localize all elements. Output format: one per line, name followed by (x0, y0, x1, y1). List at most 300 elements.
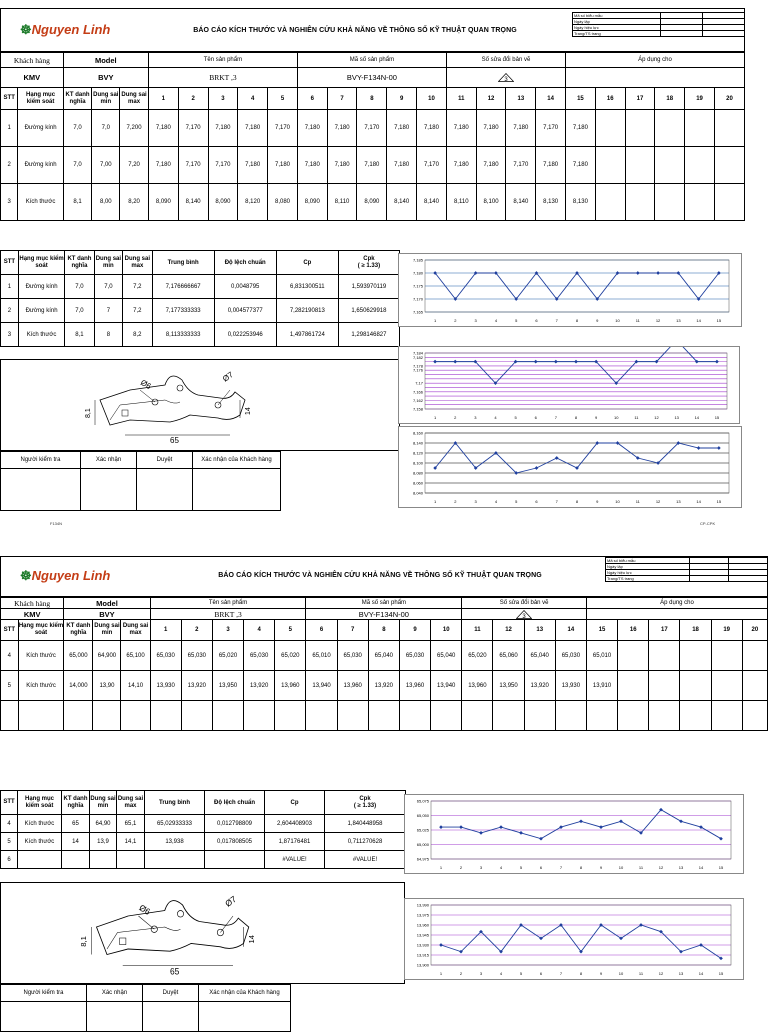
model-label: Model (64, 598, 150, 609)
sample-cell[interactable]: 65,010 (586, 641, 617, 671)
control-chart-1 (398, 253, 742, 327)
sample-number-header: 16 (595, 88, 625, 110)
sample-cell[interactable]: 13,960 (462, 671, 493, 701)
sample-cell[interactable]: 7,180 (148, 110, 178, 147)
stat-cp: #VALUE! (265, 851, 325, 869)
stat-nominal: 7,0 (65, 275, 94, 299)
x-tick-label: 12 (654, 415, 659, 420)
sample-cell[interactable]: 7,180 (387, 147, 417, 184)
data-point (697, 446, 701, 450)
cell-max: 7,200 (120, 110, 149, 147)
sample-cell[interactable]: 13,960 (399, 671, 430, 701)
stat-mean: 7,176666667 (152, 275, 214, 299)
sample-cell[interactable]: 8,120 (238, 184, 268, 221)
y-tick-label: 7,170 (412, 296, 423, 302)
sample-cell[interactable] (711, 671, 742, 701)
x-tick-label: 7 (555, 318, 558, 323)
stat-max: 14,1 (117, 833, 145, 851)
stats-row (1, 299, 400, 323)
measurement-row (1, 671, 768, 701)
sample-cell[interactable]: 65,020 (275, 641, 306, 671)
sample-cell[interactable]: 8,140 (417, 184, 447, 221)
sample-cell[interactable] (595, 110, 625, 147)
sample-cell[interactable]: 13,920 (368, 671, 399, 701)
stat-mean: 13,938 (145, 833, 205, 851)
sample-cell[interactable]: 7,180 (536, 147, 566, 184)
meta-page: Trang/TS trang (573, 31, 661, 37)
sample-cell[interactable]: 7,180 (357, 147, 387, 184)
sample-cell[interactable] (625, 184, 655, 221)
stats-row (1, 851, 406, 869)
sample-cell[interactable]: 13,960 (337, 671, 368, 701)
x-tick-label: 11 (638, 971, 644, 976)
sample-cell[interactable]: 8,130 (536, 184, 566, 221)
series-line (441, 810, 721, 839)
sample-cell[interactable]: 7,180 (208, 110, 238, 147)
col-stt-header: STT (1, 791, 18, 815)
dimension-label: Ø6 (139, 377, 153, 392)
sample-cell[interactable]: 13,920 (524, 671, 555, 701)
sample-number-header: 16 (618, 620, 649, 641)
sample-cell[interactable]: 8,140 (506, 184, 536, 221)
customer-signature-cell[interactable] (199, 1002, 291, 1032)
sample-cell[interactable]: 13,950 (493, 671, 524, 701)
inspector-label: Người kiểm tra (1, 452, 81, 469)
sample-cell[interactable] (685, 184, 715, 221)
x-tick-label: 5 (519, 865, 523, 870)
x-tick-label: 9 (596, 318, 599, 323)
sample-cell[interactable]: 65,020 (462, 641, 493, 671)
cell-nominal: 14,000 (64, 671, 93, 701)
x-tick-label: 13 (678, 971, 684, 976)
empty-cell[interactable] (181, 701, 212, 731)
sample-cell[interactable]: 65,030 (337, 641, 368, 671)
sample-cell[interactable] (649, 641, 680, 671)
empty-cell[interactable] (150, 701, 181, 731)
sample-cell[interactable]: 7,170 (536, 110, 566, 147)
x-tick-label: 10 (615, 318, 620, 323)
y-tick-label: 7,184 (412, 350, 423, 356)
y-tick-label: 7,162 (412, 397, 423, 403)
x-tick-label: 7 (559, 971, 563, 976)
meta-form-code: Mã số biểu mẫu (606, 558, 690, 564)
cell-max: 7,20 (120, 147, 149, 184)
stat-stt: 3 (1, 323, 19, 347)
sample-cell[interactable]: 7,180 (506, 110, 536, 147)
sample-cell[interactable]: 7,180 (387, 110, 417, 147)
sample-number-header: 7 (337, 620, 368, 641)
empty-cell[interactable] (337, 701, 368, 731)
sample-number-header: 17 (649, 620, 680, 641)
statistics-table (0, 250, 400, 347)
empty-cell[interactable] (586, 701, 617, 731)
empty-cell[interactable] (649, 701, 680, 731)
inspector-signature-cell[interactable] (1, 1002, 87, 1032)
stat-nominal: 14 (62, 833, 90, 851)
stat-stt: 4 (1, 815, 18, 833)
empty-cell[interactable] (244, 701, 275, 731)
stat-max: 7,2 (123, 275, 152, 299)
sample-cell[interactable]: 7,170 (178, 147, 208, 184)
y-tick-label: 8,120 (412, 450, 423, 456)
cell-item: Kích thước (18, 671, 64, 701)
customer-value: KMV (1, 68, 64, 88)
empty-cell[interactable] (1, 701, 19, 731)
customer-confirm-label: Xác nhận của Khách hàng (199, 985, 291, 1002)
sample-cell[interactable]: 7,180 (238, 110, 268, 147)
y-tick-label: 7,166 (412, 389, 423, 395)
sample-cell[interactable]: 65,030 (181, 641, 212, 671)
col-max-header: Dung sai max (121, 620, 150, 641)
sample-cell[interactable]: 7,170 (506, 147, 536, 184)
sample-cell[interactable]: 7,180 (566, 110, 596, 147)
stat-std: 0,004577377 (214, 299, 276, 323)
sample-cell[interactable]: 7,180 (417, 110, 447, 147)
stat-item: Kích thước (18, 815, 62, 833)
stat-stt: 2 (1, 299, 19, 323)
cell-stt: 4 (1, 641, 19, 671)
x-tick-label: 5 (515, 499, 518, 504)
sample-number-header: 18 (655, 88, 685, 110)
meta-form-code: Mã số biểu mẫu (573, 13, 661, 19)
stat-item: Kích thước (18, 323, 64, 347)
sample-number-header: 11 (462, 620, 493, 641)
empty-cell[interactable] (18, 701, 64, 731)
sample-cell[interactable] (625, 147, 655, 184)
empty-cell[interactable] (306, 701, 337, 731)
sample-cell[interactable]: 8,090 (297, 184, 327, 221)
col-max-header: Dung sai max (123, 251, 152, 275)
x-tick-label: 8 (579, 865, 583, 870)
revision-label: Số sửa đổi bản vẽ (446, 53, 565, 68)
sample-cell[interactable]: 65,030 (555, 641, 586, 671)
stat-std: 0,022253946 (214, 323, 276, 347)
sample-number-header: 8 (368, 620, 399, 641)
sample-cell[interactable]: 8,090 (148, 184, 178, 221)
sample-number-header: 18 (680, 620, 711, 641)
data-point (559, 825, 563, 829)
sample-cell[interactable]: 13,940 (306, 671, 337, 701)
stat-mean (145, 851, 205, 869)
empty-cell[interactable] (742, 701, 767, 731)
model-value: BVY (64, 609, 150, 620)
sample-cell[interactable] (714, 110, 744, 147)
sample-number-header: 6 (297, 88, 327, 110)
stats-header-row (1, 791, 406, 815)
sample-cell[interactable]: 13,920 (244, 671, 275, 701)
empty-cell[interactable] (711, 701, 742, 731)
stat-cpk: #VALUE! (325, 851, 406, 869)
sample-cell[interactable]: 13,930 (150, 671, 181, 701)
x-tick-label: 1 (434, 318, 437, 323)
sample-cell[interactable]: 8,080 (268, 184, 298, 221)
empty-cell[interactable] (555, 701, 586, 731)
cell-max: 8,20 (120, 184, 149, 221)
measurement-table (0, 52, 745, 221)
x-tick-label: 14 (696, 318, 701, 323)
empty-cell[interactable] (431, 701, 462, 731)
sample-cell[interactable]: 7,170 (357, 110, 387, 147)
stat-min: 13,9 (90, 833, 117, 851)
sample-cell[interactable]: 7,170 (208, 147, 238, 184)
data-point (554, 360, 558, 364)
sample-number-header: 3 (208, 88, 238, 110)
sample-cell[interactable]: 7,180 (327, 110, 357, 147)
sample-number-header: 4 (238, 88, 268, 110)
col-max-header: Dung sai max (117, 791, 145, 815)
report-sheet-2 (0, 540, 768, 1024)
stat-mean: 65,02933333 (145, 815, 205, 833)
company-logo: ☸Nguyen Linh (20, 568, 111, 583)
sample-cell[interactable]: 7,180 (297, 110, 327, 147)
cp-header: Cp (265, 791, 325, 815)
data-point (433, 360, 437, 364)
stat-item: Kích thước (18, 833, 62, 851)
sample-cell[interactable]: 65,060 (493, 641, 524, 671)
stat-item: Đường kính (18, 275, 64, 299)
sample-cell[interactable]: 13,950 (212, 671, 243, 701)
sample-cell[interactable]: 8,140 (178, 184, 208, 221)
sample-cell[interactable] (655, 147, 685, 184)
x-tick-label: 3 (479, 971, 483, 976)
sample-cell[interactable]: 7,180 (566, 147, 596, 184)
stat-nominal (62, 851, 90, 869)
sample-cell[interactable] (655, 110, 685, 147)
product-code-value: BVY-F134N-00 (297, 68, 446, 88)
std-header: Độ lệch chuẩn (205, 791, 265, 815)
sample-cell[interactable]: 7,170 (178, 110, 208, 147)
cell-min: 7,0 (92, 110, 120, 147)
sample-cell[interactable]: 13,940 (431, 671, 462, 701)
product-code-label: Mã số sản phẩm (306, 598, 462, 609)
x-tick-label: 8 (574, 415, 578, 420)
sample-cell[interactable] (625, 110, 655, 147)
x-tick-label: 8 (575, 499, 579, 504)
dimension-label: 65 (170, 436, 179, 445)
cell-nominal: 65,000 (64, 641, 93, 671)
sample-cell[interactable] (711, 641, 742, 671)
form-meta-table (572, 12, 745, 37)
sample-cell[interactable] (595, 184, 625, 221)
statistics-table (0, 790, 406, 869)
stat-item: Đường kính (18, 299, 64, 323)
stat-min (90, 851, 117, 869)
data-point (719, 837, 723, 841)
report-title: BÁO CÁO KÍCH THƯỚC VÀ NGHIÊN CỨU KHẢ NĂNG VỀ THÔNG SỐ KỸ THUẬT QUAN TRỌNG (218, 572, 542, 579)
sample-cell[interactable]: 65,030 (244, 641, 275, 671)
sample-cell[interactable] (618, 671, 649, 701)
sample-cell[interactable] (618, 641, 649, 671)
sample-cell[interactable]: 7,180 (327, 147, 357, 184)
sample-cell[interactable]: 8,090 (208, 184, 238, 221)
x-tick-label: 10 (618, 865, 624, 870)
sample-number-header: 2 (181, 620, 212, 641)
x-tick-label: 3 (474, 499, 477, 504)
stat-std (205, 851, 265, 869)
meta-effective: Ngày hiệu lực (606, 570, 690, 576)
sample-cell[interactable]: 8,130 (566, 184, 596, 221)
data-point (656, 271, 660, 275)
data-point (679, 819, 683, 823)
sample-cell[interactable] (655, 184, 685, 221)
sample-cell[interactable]: 8,100 (476, 184, 506, 221)
sample-cell[interactable] (680, 671, 711, 701)
col-min-header: Dung sai min (92, 88, 120, 110)
sample-cell[interactable]: 8,090 (357, 184, 387, 221)
stat-nominal: 65 (62, 815, 90, 833)
sample-cell[interactable] (649, 671, 680, 701)
empty-cell[interactable] (462, 701, 493, 731)
measurement-row (1, 641, 768, 671)
sample-cell[interactable]: 65,030 (399, 641, 430, 671)
sample-number-header: 10 (417, 88, 447, 110)
stat-stt: 1 (1, 275, 19, 299)
sample-cell[interactable]: 7,180 (238, 147, 268, 184)
y-tick-label: 13,975 (416, 912, 429, 918)
sample-cell[interactable] (714, 184, 744, 221)
empty-cell[interactable] (618, 701, 649, 731)
sample-cell[interactable] (742, 671, 767, 701)
col-item-header: Hạng mục kiểm soát (18, 791, 62, 815)
inspector-label: Người kiểm tra (1, 985, 87, 1002)
model-label: Model (63, 53, 148, 68)
product-name-value: BRKT ,3 (148, 68, 297, 88)
empty-cell[interactable] (121, 701, 150, 731)
y-tick-label: 13,960 (416, 922, 429, 928)
sample-number-header: 5 (275, 620, 306, 641)
empty-cell[interactable] (680, 701, 711, 731)
stat-cp: 7,282190813 (276, 299, 338, 323)
empty-cell[interactable] (212, 701, 243, 731)
sample-cell[interactable]: 7,180 (268, 147, 298, 184)
sample-cell[interactable] (685, 147, 715, 184)
data-point (439, 943, 443, 947)
x-tick-label: 5 (519, 971, 523, 976)
confirm-signature-cell[interactable] (81, 469, 137, 511)
sample-cell[interactable] (595, 147, 625, 184)
confirm-label: Xác nhận (81, 452, 137, 469)
empty-row (1, 701, 768, 731)
approve-label: Duyệt (143, 985, 199, 1002)
control-chart-5 (404, 898, 744, 980)
sample-cell[interactable]: 7,180 (476, 147, 506, 184)
approve-signature-cell[interactable] (137, 469, 193, 511)
data-point (499, 825, 503, 829)
svg-text:3: 3 (504, 76, 508, 82)
y-tick-label: 13,930 (416, 942, 429, 948)
form-meta-table (605, 557, 768, 582)
data-point (539, 837, 543, 841)
empty-cell[interactable] (93, 701, 121, 731)
product-code-label: Mã số sản phẩm (297, 53, 446, 68)
sample-number-header: 1 (150, 620, 181, 641)
col-min-header: Dung sai min (94, 251, 122, 275)
empty-cell[interactable] (368, 701, 399, 731)
y-tick-label: 13,900 (416, 962, 429, 968)
sample-cell[interactable]: 65,010 (306, 641, 337, 671)
empty-cell[interactable] (399, 701, 430, 731)
x-tick-label: 15 (714, 415, 720, 420)
col-item-header: Hạng mục kiểm soát (18, 620, 64, 641)
sample-cell[interactable]: 8,110 (446, 184, 476, 221)
y-tick-label: 8,040 (412, 490, 423, 496)
sample-cell[interactable]: 13,920 (181, 671, 212, 701)
sample-cell[interactable]: 65,040 (431, 641, 462, 671)
sample-cell[interactable]: 7,180 (297, 147, 327, 184)
sample-cell[interactable]: 8,140 (387, 184, 417, 221)
x-tick-label: 4 (499, 865, 503, 870)
sample-cell[interactable] (685, 110, 715, 147)
y-tick-label: 13,945 (416, 932, 429, 938)
customer-signature-cell[interactable] (193, 469, 281, 511)
approve-label: Duyệt (137, 452, 193, 469)
sample-cell[interactable]: 13,930 (555, 671, 586, 701)
mean-header: Trung bình (152, 251, 214, 275)
approve-signature-cell[interactable] (143, 1002, 199, 1032)
y-tick-label: 64,975 (416, 856, 429, 862)
cell-min: 8,00 (92, 184, 120, 221)
sample-cell[interactable]: 65,020 (212, 641, 243, 671)
empty-cell[interactable] (493, 701, 524, 731)
stat-cpk: 0,711270628 (325, 833, 406, 851)
empty-cell[interactable] (275, 701, 306, 731)
inspector-signature-cell[interactable] (1, 469, 81, 511)
sample-cell[interactable]: 13,960 (275, 671, 306, 701)
stat-item (18, 851, 62, 869)
x-tick-label: 12 (658, 971, 664, 976)
applies-label: Áp dụng cho (586, 598, 767, 609)
sample-cell[interactable]: 7,170 (268, 110, 298, 147)
empty-cell[interactable] (64, 701, 93, 731)
x-tick-label: 9 (599, 971, 603, 976)
sample-cell[interactable] (714, 147, 744, 184)
sample-cell[interactable]: 7,170 (417, 147, 447, 184)
x-tick-label: 8 (575, 318, 579, 323)
stat-mean: 8,113333333 (152, 323, 214, 347)
empty-cell[interactable] (524, 701, 555, 731)
sample-cell[interactable]: 65,030 (150, 641, 181, 671)
cell-max: 65,100 (121, 641, 150, 671)
x-tick-label: 12 (655, 318, 661, 323)
company-logo: ☸Nguyen Linh (20, 22, 111, 37)
sample-cell[interactable]: 7,180 (476, 110, 506, 147)
sample-cell[interactable]: 8,110 (327, 184, 357, 221)
sample-cell[interactable] (680, 641, 711, 671)
sample-cell[interactable] (742, 641, 767, 671)
x-tick-label: 2 (459, 971, 463, 976)
col-nominal-header: KT danh nghĩa (64, 620, 93, 641)
cell-stt: 2 (1, 147, 18, 184)
sample-number-header: 13 (524, 620, 555, 641)
stat-cpk: 1,840448958 (325, 815, 406, 833)
sample-cell[interactable]: 65,040 (524, 641, 555, 671)
sample-cell[interactable]: 7,180 (446, 110, 476, 147)
x-tick-label: 11 (634, 415, 639, 420)
sample-cell[interactable]: 65,040 (368, 641, 399, 671)
sample-number-header: 12 (476, 88, 506, 110)
sample-cell[interactable]: 7,180 (446, 147, 476, 184)
data-point (619, 819, 623, 823)
series-line (435, 347, 717, 383)
x-tick-label: 2 (454, 415, 457, 420)
y-tick-label: 7,158 (412, 406, 423, 412)
confirm-signature-cell[interactable] (87, 1002, 143, 1032)
x-tick-label: 11 (635, 499, 640, 504)
col-stt-header: STT (1, 251, 19, 275)
revision-value (446, 68, 565, 88)
sample-cell[interactable]: 13,910 (586, 671, 617, 701)
sample-cell[interactable]: 7,180 (148, 147, 178, 184)
